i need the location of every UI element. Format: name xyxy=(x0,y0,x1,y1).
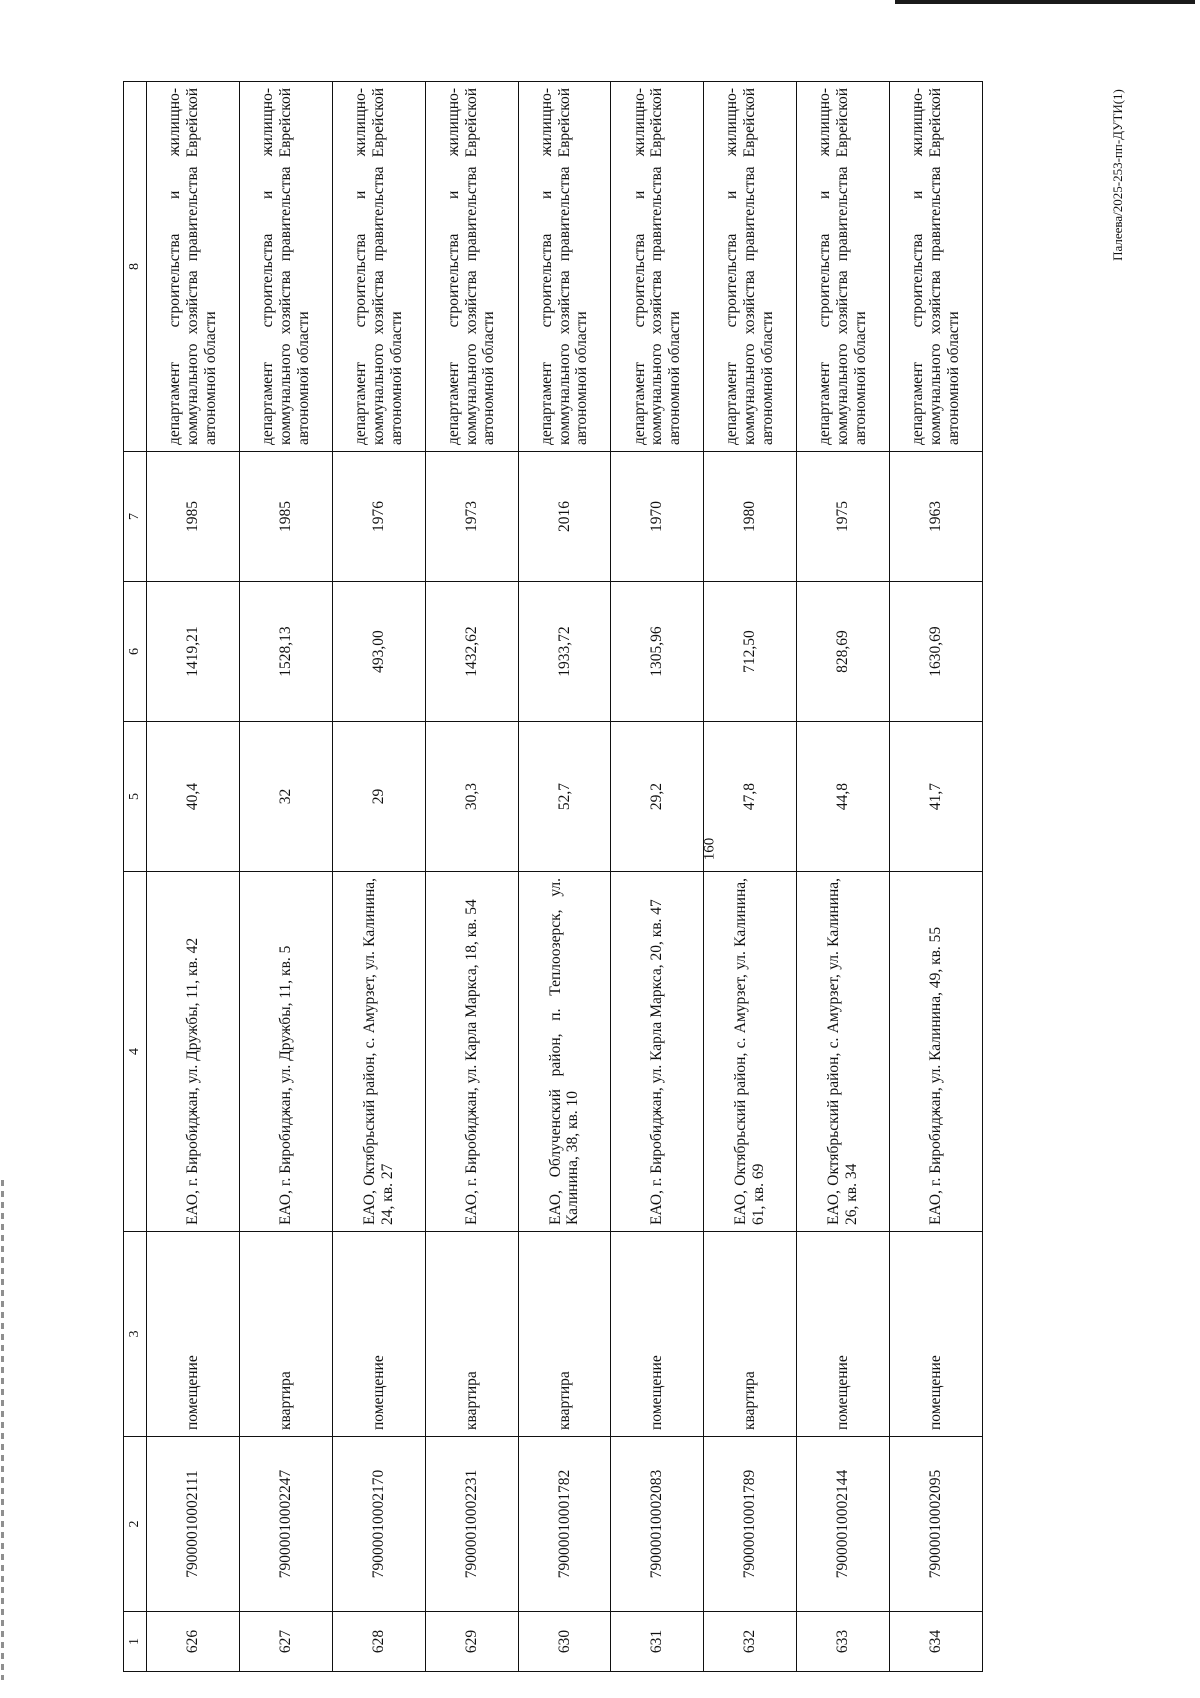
property-address: ЕАО, г. Биробиджан, ул. Дружбы, 11, кв. 5 xyxy=(239,872,332,1232)
scan-edge-mark xyxy=(1,1180,4,1680)
column-header: 7 xyxy=(124,452,147,582)
property-type: помещение xyxy=(332,1232,425,1437)
cadastral-number: 79000010002247 xyxy=(239,1437,332,1612)
document-code: Палеева/2025-253-пп-ДУТИ(1) xyxy=(1110,89,1125,261)
row-number: 628 xyxy=(332,1612,425,1672)
column-header: 3 xyxy=(124,1232,147,1437)
build-year: 1980 xyxy=(704,452,797,582)
property-area: 44,8 xyxy=(797,722,890,872)
cadastral-number: 79000010002095 xyxy=(890,1437,983,1612)
property-cost: 1305,96 xyxy=(611,582,704,722)
column-header: 1 xyxy=(124,1612,147,1672)
property-cost: 712,50 xyxy=(704,582,797,722)
property-area: 29 xyxy=(332,722,425,872)
property-type: квартира xyxy=(704,1232,797,1437)
column-header: 2 xyxy=(124,1437,147,1612)
property-address: ЕАО, Октябрьский район, с. Амурзет, ул. Калинина, 24, кв. 27 xyxy=(332,872,425,1232)
property-address: ЕАО, г. Биробиджан, ул. Карла Маркса, 18, кв. 54 xyxy=(425,872,518,1232)
property-address: ЕАО, Облученский район, п. Теплоозерск, ул. Калинина, 38, кв. 10 xyxy=(518,872,611,1232)
row-number: 626 xyxy=(147,1612,240,1672)
build-year: 1970 xyxy=(611,452,704,582)
cadastral-number: 79000010002144 xyxy=(797,1437,890,1612)
property-address: ЕАО, г. Биробиджан, ул. Дружбы, 11, кв. 42 xyxy=(147,872,240,1232)
property-type: помещение xyxy=(147,1232,240,1437)
property-area: 32 xyxy=(239,722,332,872)
cadastral-number: 79000010002231 xyxy=(425,1437,518,1612)
table-row xyxy=(704,82,797,1672)
build-year: 1963 xyxy=(890,452,983,582)
property-type: квартира xyxy=(239,1232,332,1437)
build-year: 1985 xyxy=(147,452,240,582)
property-cost: 1528,13 xyxy=(239,582,332,722)
property-cost: 828,69 xyxy=(797,582,890,722)
row-number: 627 xyxy=(239,1612,332,1672)
table-row xyxy=(332,82,425,1672)
build-year: 1975 xyxy=(797,452,890,582)
property-area: 29,2 xyxy=(611,722,704,872)
registry-table-container xyxy=(123,82,983,1672)
property-type: квартира xyxy=(425,1232,518,1437)
holder-department: департамент строительства и жилищно-коммунального хозяйства правительства Еврейской автономной области xyxy=(704,82,797,452)
property-cost: 1419,21 xyxy=(147,582,240,722)
page-number: 160 xyxy=(701,837,718,861)
column-header: 8 xyxy=(124,82,147,452)
property-area: 52,7 xyxy=(518,722,611,872)
column-header: 6 xyxy=(124,582,147,722)
cadastral-number: 79000010002083 xyxy=(611,1437,704,1612)
property-cost: 1432,62 xyxy=(425,582,518,722)
row-number: 633 xyxy=(797,1612,890,1672)
table-row xyxy=(425,82,518,1672)
build-year: 1985 xyxy=(239,452,332,582)
property-cost: 1933,72 xyxy=(518,582,611,722)
column-number-row xyxy=(124,82,147,1672)
holder-department: департамент строительства и жилищно-коммунального хозяйства правительства Еврейской автономной области xyxy=(332,82,425,452)
holder-department: департамент строительства и жилищно-коммунального хозяйства правительства Еврейской автономной области xyxy=(147,82,240,452)
table-row xyxy=(611,82,704,1672)
row-number: 631 xyxy=(611,1612,704,1672)
build-year: 2016 xyxy=(518,452,611,582)
cadastral-number: 79000010002111 xyxy=(147,1437,240,1612)
column-header: 5 xyxy=(124,722,147,872)
property-address: ЕАО, Октябрьский район, с. Амурзет, ул. Калинина, 26, кв. 34 xyxy=(797,872,890,1232)
row-number: 632 xyxy=(704,1612,797,1672)
table-row xyxy=(890,82,983,1672)
holder-department: департамент строительства и жилищно-коммунального хозяйства правительства Еврейской автономной области xyxy=(239,82,332,452)
holder-department: департамент строительства и жилищно-коммунального хозяйства правительства Еврейской автономной области xyxy=(890,82,983,452)
holder-department: департамент строительства и жилищно-коммунального хозяйства правительства Еврейской автономной области xyxy=(425,82,518,452)
holder-department: департамент строительства и жилищно-коммунального хозяйства правительства Еврейской автономной области xyxy=(611,82,704,452)
property-address: ЕАО, Октябрьский район, с. Амурзет, ул. Калинина, 61, кв. 69 xyxy=(704,872,797,1232)
cadastral-number: 79000010001789 xyxy=(704,1437,797,1612)
table-row xyxy=(239,82,332,1672)
row-number: 634 xyxy=(890,1612,983,1672)
property-type: помещение xyxy=(890,1232,983,1437)
property-cost: 1630,69 xyxy=(890,582,983,722)
cadastral-number: 79000010001782 xyxy=(518,1437,611,1612)
property-address: ЕАО, г. Биробиджан, ул. Карла Маркса, 20, кв. 47 xyxy=(611,872,704,1232)
table-row xyxy=(518,82,611,1672)
table-row xyxy=(797,82,890,1672)
property-type: квартира xyxy=(518,1232,611,1437)
column-header: 4 xyxy=(124,872,147,1232)
property-type: помещение xyxy=(611,1232,704,1437)
property-address: ЕАО, г. Биробиджан, ул. Калинина, 49, кв. 55 xyxy=(890,872,983,1232)
row-number: 629 xyxy=(425,1612,518,1672)
registry-table xyxy=(123,81,983,1672)
property-area: 47,8 xyxy=(704,722,797,872)
holder-department: департамент строительства и жилищно-коммунального хозяйства правительства Еврейской автономной области xyxy=(797,82,890,452)
build-year: 1973 xyxy=(425,452,518,582)
holder-department: департамент строительства и жилищно-коммунального хозяйства правительства Еврейской автономной области xyxy=(518,82,611,452)
property-area: 40,4 xyxy=(147,722,240,872)
cadastral-number: 79000010002170 xyxy=(332,1437,425,1612)
property-area: 30,3 xyxy=(425,722,518,872)
build-year: 1976 xyxy=(332,452,425,582)
row-number: 630 xyxy=(518,1612,611,1672)
scan-edge-mark xyxy=(895,0,1195,4)
property-area: 41,7 xyxy=(890,722,983,872)
table-row xyxy=(147,82,240,1672)
property-type: помещение xyxy=(797,1232,890,1437)
property-cost: 493,00 xyxy=(332,582,425,722)
